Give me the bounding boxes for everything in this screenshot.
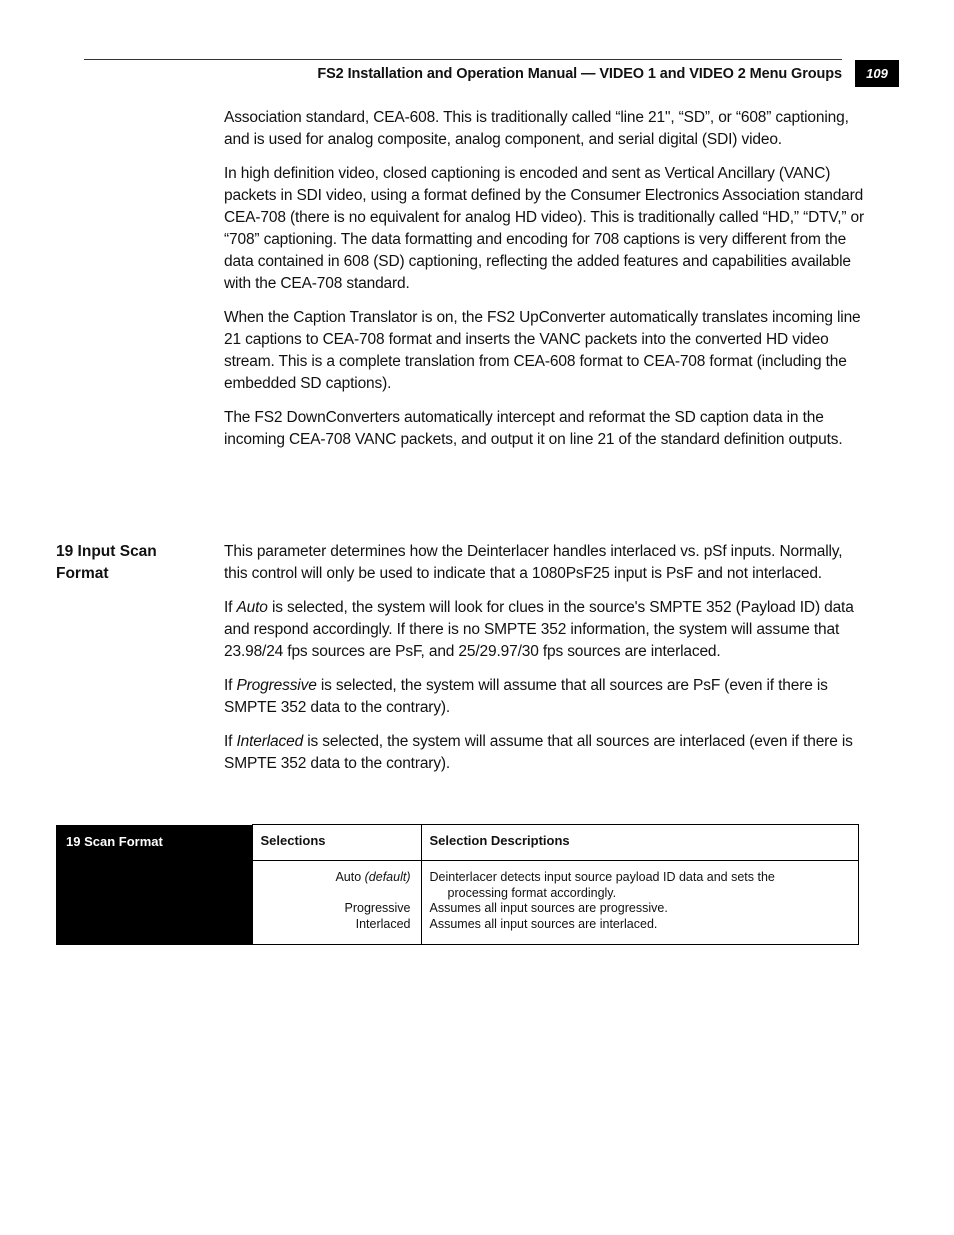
selection-auto <box>261 870 411 886</box>
description-auto: Deinterlacer detects input source payload ID data and sets the <box>429 870 775 884</box>
text: is selected, the system will assume that all sources are PsF (even if there is SMPTE 352 data to the contrary). <box>224 677 828 716</box>
text: If <box>224 733 237 750</box>
paragraph-interlaced <box>224 731 869 775</box>
term-interlaced: Interlaced <box>236 733 304 750</box>
parameter-name-cell: 19 Scan Format <box>56 825 252 945</box>
paragraph: In high definition video, closed captioning is encoded and sent as Vertical Ancillary (VANC) packets in SDI video, using a format defined by the Consumer Electronics Association standard CEA-708 (there is no equivalent for analog HD video). This is traditionally called “HD,” “DTV,” or “708” captioning. The data formatting and encoding for 708 captions is very different from the data contained in 608 (SD) captioning, reflecting the added features and capabilities available with the CEA-708 standard. <box>224 165 865 292</box>
text: is selected, the system will look for clues in the source's SMPTE 352 (Payload ID) data and respond accordingly. If there is no SMPTE 352 information, the system will assume that 23.98/24 fps sources are PsF, and 25/29.97/30 fps sources are interlaced. <box>224 599 854 660</box>
description-auto-continued: processing format accordingly. <box>447 885 617 900</box>
section-body <box>224 541 869 787</box>
default-note: (default) <box>364 870 411 884</box>
descriptions-cell <box>421 861 858 945</box>
running-header-title: FS2 Installation and Operation Manual — VIDEO 1 and VIDEO 2 Menu Groups <box>317 66 842 82</box>
selection-interlaced: Interlaced <box>355 916 411 931</box>
text: Auto <box>335 870 365 884</box>
spacer <box>261 886 411 902</box>
column-header-descriptions: Selection Descriptions <box>421 825 858 861</box>
paragraph: This parameter determines how the Deinterlacer handles interlaced vs. pSf inputs. Normally, this control will only be used to indicate that a 1080PsF25 input is PsF and not interlaced. <box>224 543 843 582</box>
intro-text <box>224 107 869 463</box>
section-heading: 19 Input Scan Format <box>56 543 157 582</box>
description-interlaced: Assumes all input sources are interlaced. <box>429 916 658 931</box>
table-header-row <box>56 825 858 861</box>
paragraph-progressive <box>224 675 869 719</box>
text: If <box>224 677 237 694</box>
paragraph: Association standard, CEA-608. This is traditionally called “line 21", “SD”, or “608” captioning, and is used for analog composite, analog component, and serial digital (SDI) video. <box>224 109 849 148</box>
text: is selected, the system will assume that all sources are interlaced (even if there is SMPTE 352 data to the contrary). <box>224 733 853 772</box>
column-header-selections: Selections <box>252 825 421 861</box>
description-progressive: Assumes all input sources are progressive. <box>429 901 668 915</box>
selections-cell <box>252 861 421 945</box>
paragraph-auto <box>224 597 869 663</box>
parameter-table <box>56 824 859 945</box>
selection-progressive: Progressive <box>344 901 411 915</box>
text: If <box>224 599 237 616</box>
term-progressive: Progressive <box>236 677 317 694</box>
page-number-badge: 109 <box>855 60 899 87</box>
paragraph: When the Caption Translator is on, the FS2 UpConverter automatically translates incoming line 21 captions to CEA-708 format and inserts the VANC packets into the converted HD video stream. This is a complete translation from CEA-608 format to CEA-708 format (including the embedded SD captions). <box>224 309 861 392</box>
term-auto: Auto <box>236 599 268 616</box>
header-rule <box>84 59 842 60</box>
paragraph: The FS2 DownConverters automatically intercept and reformat the SD caption data in the incoming CEA-708 VANC packets, and output it on line 21 of the standard definition outputs. <box>224 409 843 448</box>
